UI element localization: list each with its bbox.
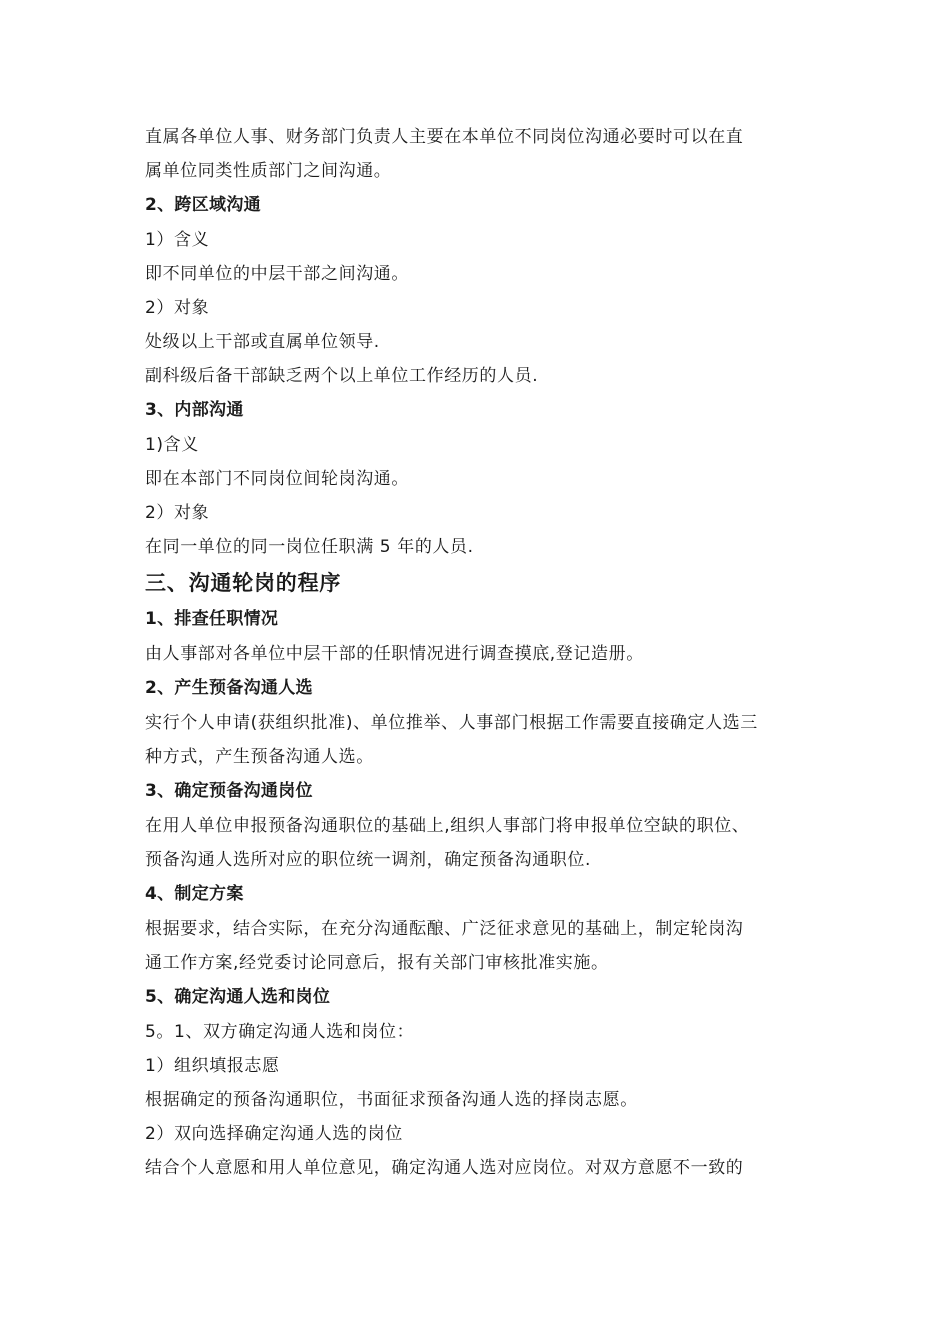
- paragraph: [145, 223, 810, 257]
- paragraph-line: 处级以上干部或直属单位领导.: [145, 332, 380, 352]
- paragraph-line: 属单位同类性质部门之间沟通。: [145, 161, 392, 181]
- paragraph-line: 2）对象: [145, 503, 210, 523]
- subsection-heading: 2、产生预备沟通人选: [145, 678, 313, 698]
- paragraph: [145, 809, 810, 877]
- paragraph-line: 根据要求，结合实际，在充分沟通酝酿、广泛征求意见的基础上，制定轮岗沟: [145, 919, 744, 939]
- paragraph-line: 5。1、双方确定沟通人选和岗位：: [145, 1022, 415, 1042]
- paragraph-line: 种方式，产生预备沟通人选。: [145, 747, 374, 767]
- paragraph: [145, 530, 810, 564]
- paragraph-line: 直属各单位人事、财务部门负责人主要在本单位不同岗位沟通必要时可以在直: [145, 127, 744, 147]
- subsection-heading: 3、确定预备沟通岗位: [145, 781, 313, 801]
- paragraph-line: 1）含义: [145, 230, 210, 250]
- paragraph-line: 2）对象: [145, 298, 210, 318]
- paragraph-line: 即在本部门不同岗位间轮岗沟通。: [145, 469, 409, 489]
- paragraph: [145, 325, 810, 359]
- paragraph-line: 实行个人申请(获组织批准)、单位推举、人事部门根据工作需要直接确定人选三: [145, 713, 758, 733]
- paragraph-line: 通工作方案,经党委讨论同意后，报有关部门审核批准实施。: [145, 953, 609, 973]
- subsection-heading: 4、制定方案: [145, 884, 244, 904]
- subsection-heading: 5、确定沟通人选和岗位: [145, 987, 331, 1007]
- paragraph-line: 副科级后备干部缺乏两个以上单位工作经历的人员.: [145, 366, 539, 386]
- paragraph-line: 由人事部对各单位中层干部的任职情况进行调查摸底,登记造册。: [145, 644, 644, 664]
- paragraph-line: 1)含义: [145, 435, 199, 455]
- paragraph: [145, 257, 810, 291]
- paragraph: [145, 912, 810, 980]
- document-body: [145, 120, 810, 1185]
- paragraph: [145, 1117, 810, 1151]
- paragraph: [145, 359, 810, 393]
- paragraph-line: 根据确定的预备沟通职位，书面征求预备沟通人选的择岗志愿。: [145, 1090, 638, 1110]
- paragraph-line: 在同一单位的同一岗位任职满 5 年的人员.: [145, 537, 474, 557]
- paragraph: [145, 1049, 810, 1083]
- paragraph: [145, 291, 810, 325]
- subsection-heading: 1、排查任职情况: [145, 609, 279, 629]
- section-heading: 三、沟通轮岗的程序: [145, 571, 342, 595]
- paragraph-line: 2）双向选择确定沟通人选的岗位: [145, 1124, 403, 1144]
- paragraph-line: 即不同单位的中层干部之间沟通。: [145, 264, 409, 284]
- paragraph: [145, 1015, 810, 1049]
- subsection-heading: 2、跨区域沟通: [145, 195, 261, 215]
- paragraph-line: 1）组织填报志愿: [145, 1056, 280, 1076]
- paragraph: [145, 496, 810, 530]
- subsection-heading: 3、内部沟通: [145, 400, 244, 420]
- paragraph: [145, 462, 810, 496]
- paragraph-line: 在用人单位申报预备沟通职位的基础上,组织人事部门将申报单位空缺的职位、: [145, 816, 750, 836]
- paragraph-line: 结合个人意愿和用人单位意见，确定沟通人选对应岗位。对双方意愿不一致的: [145, 1158, 744, 1178]
- paragraph: [145, 428, 810, 462]
- paragraph: [145, 120, 810, 188]
- paragraph: [145, 1083, 810, 1117]
- paragraph-line: 预备沟通人选所对应的职位统一调剂，确定预备沟通职位.: [145, 850, 592, 870]
- paragraph: [145, 706, 810, 774]
- paragraph: [145, 637, 810, 671]
- paragraph: [145, 1151, 810, 1185]
